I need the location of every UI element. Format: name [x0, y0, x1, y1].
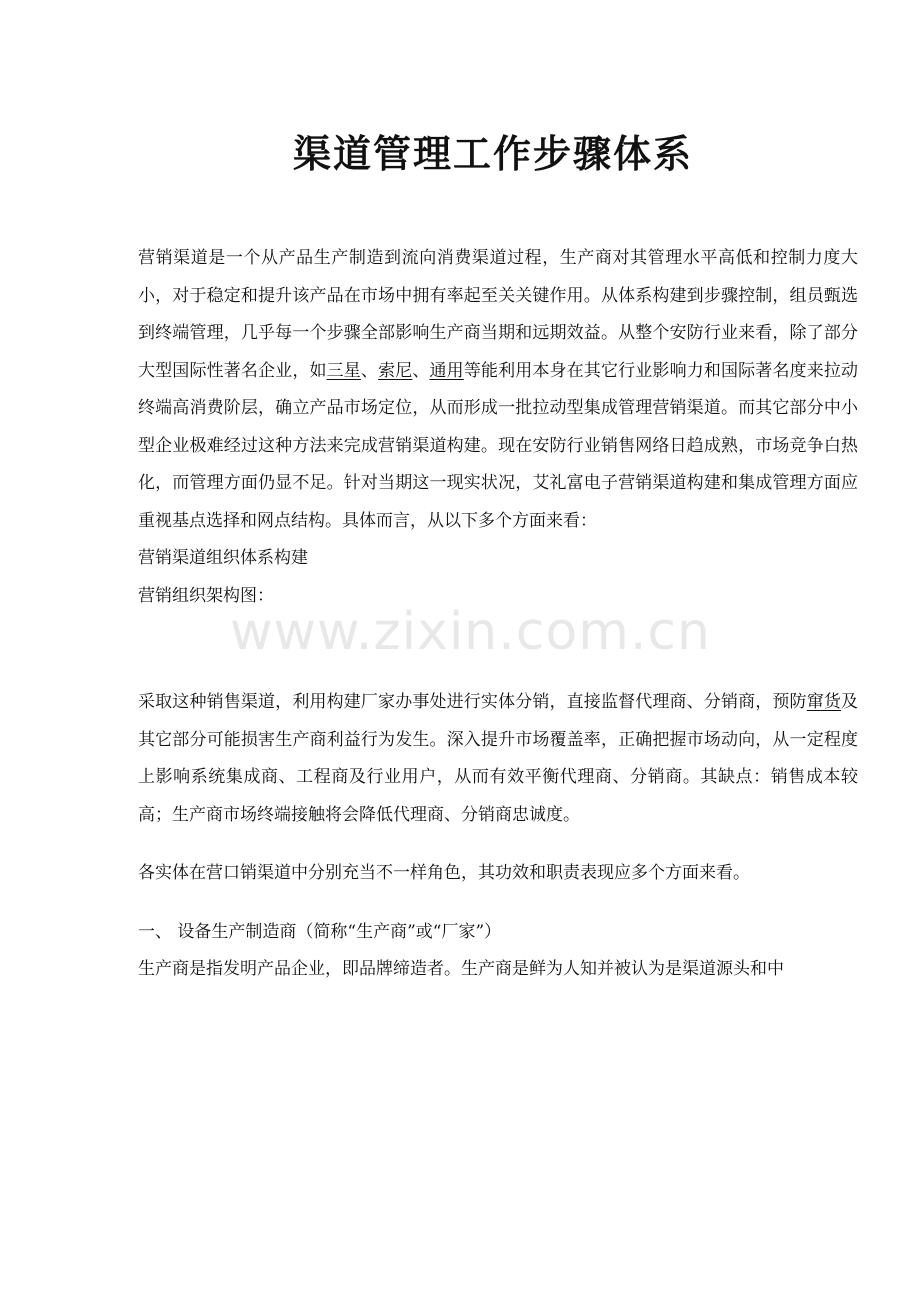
spacer	[138, 834, 858, 855]
manufacturer-paragraph: 生产商是指发明产品企业，即品牌缔造者。生产商是鲜为人知并被认为是渠道源头和中	[138, 959, 784, 979]
separator-1: 、	[360, 360, 379, 381]
spacer	[138, 893, 858, 914]
link-sony[interactable]: 索尼	[378, 360, 413, 381]
section-org-chart: 营销组织架构图：	[138, 585, 274, 606]
watermark: www.zixin.com.cn	[230, 602, 711, 662]
channel-paragraph	[138, 684, 858, 834]
intro-text-2: 等能利用本身在其它行业影响力和国际著名度来拉动终端高消费阶层，确立产品市场定位，从而形成一批拉动型集成管理营销渠道。而其它部分中小型企业极难经过这种方法来完成营销渠道构建。现在安防行业销售网络日趋成熟，市场竞争白热化，而管理方面仍显不足。针对当期这一现实状况，艾礼富电子营销渠道构建和集成管理方面应重视基点选择和网点结构。具体而言，从以下多个方面来看：	[138, 360, 859, 531]
intro-paragraph	[138, 240, 858, 540]
section-org-build: 营销渠道组织体系构建	[138, 548, 308, 568]
link-ge[interactable]: 通用	[429, 360, 464, 381]
channel-text-2: 及其它部分可能损害生产商利益行为发生。深入提升市场覆盖率，正确把握市场动向，从一定程度上影响系统集成商、工程商及行业用户，从而有效平衡代理商、分销商。其缺点：销售成本较高；生产商市场终端接触将会降低代理商、分销商忠诚度。	[138, 692, 859, 825]
link-samsung[interactable]: 三星	[326, 360, 361, 381]
heading-manufacturer: 一、 设备生产制造商（简称“生产商”或“厂家”）	[138, 921, 502, 942]
channel-text-1: 采取这种销售渠道，利用构建厂家办事处进行实体分销，直接监督代理商、分销商，预防	[138, 692, 807, 712]
document-title: 渠道管理工作步骤体系	[292, 131, 693, 176]
roles-paragraph: 各实体在营口销渠道中分别充当不一样角色，其功效和职责表现应多个方面来看。	[138, 863, 750, 883]
intro-text-1: 营销渠道是一个从产品生产制造到流向消费渠道过程，生产商对其管理水平高低和控制力度大小，对于稳定和提升该产品在市场中拥有率起至关关键作用。从体系构建到步骤控制，组员甄选到终端管理，几乎每一个步骤全部影响生产商当期和远期效益。从整个安防行业来看，除了部分大型国际性著名企业，如	[138, 248, 858, 381]
separator-2: 、	[412, 360, 430, 381]
link-cross-selling[interactable]: 窜货	[806, 692, 842, 712]
